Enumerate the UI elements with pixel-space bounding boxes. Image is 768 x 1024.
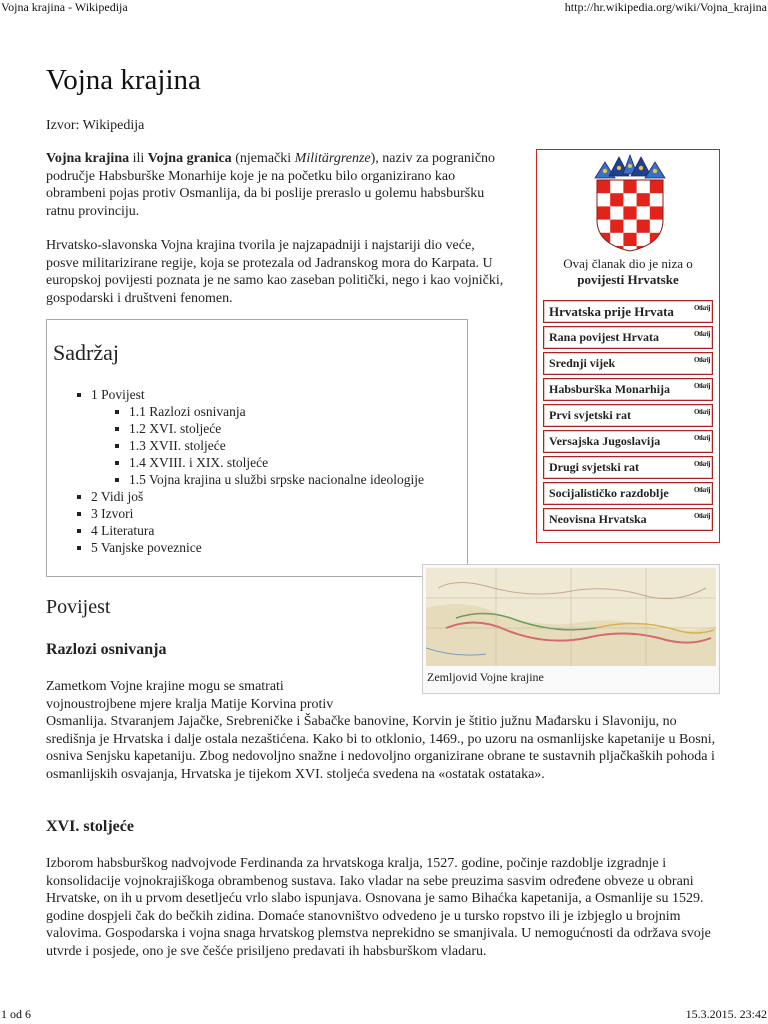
subsection-heading-razlozi: Razlozi osnivanja [46, 641, 167, 658]
toc-number: 1.5 [129, 472, 146, 487]
nav-item-label: Srednji vijek [549, 356, 616, 370]
toc-number: 1.4 [129, 455, 146, 470]
print-header-title: Vojna krajina - Wikipedija [1, 0, 128, 14]
croatian-coat-of-arms-icon [593, 154, 667, 252]
expand-toggle[interactable]: Otkrij [693, 304, 710, 312]
toc-number: 1 [91, 387, 98, 402]
page-counter: 1 od 6 [1, 1007, 31, 1021]
term-vojna-granica: Vojna granica [147, 151, 232, 166]
toc-label: Povijest [101, 387, 145, 402]
print-footer [0, 1007, 768, 1022]
expand-toggle[interactable]: Otkrij [693, 330, 710, 338]
razlozi-line: Zametkom Vojne krajine mogu se smatrati [46, 679, 284, 694]
infobox-series-link[interactable]: povijesti Hrvatske [577, 272, 679, 287]
expand-toggle[interactable]: Otkrij [693, 382, 710, 390]
toc-item[interactable] [47, 522, 424, 539]
toc-label: Vojna krajina u službi srpske nacionalne ideologije [149, 472, 424, 487]
nav-item-label: Drugi svjetski rat [549, 460, 639, 474]
toc-number: 5 [91, 540, 98, 555]
term-militargrenze[interactable]: Militärgrenze [294, 151, 371, 166]
military-frontier-map-image[interactable] [426, 568, 716, 666]
nav-item-drugi-svjetski-rat[interactable] [543, 456, 713, 479]
xvi-paragraph: Izborom habsburškog nadvojvode Ferdinanda za hrvatskoga kralja, 1527. godine, počinje razdoblje izgradnje i konsolidacije vojnokrajiškoga obrambenog sustava. Iako vladar na sebe preuzima sasvim određene obveze u obrani Hrvatske, on ih u prvom desetljeću vrlo slabo ispunjava. Osnovana je samo Bihaćka kapetanija, a Osmanlije su 1529. godine dospjeli čak do bečkih zidina. Domaće stanovništvo odvedeno je u tursko ropstvo ili je izbjeglo u brojnim valovima. Gospodarska i vojna snaga hrvatskog plemstva neprekidno se smanjivala. U nemogućnosti da održava svoje utvrde i posjede, ono je sve češće prisiljeno predavati ih habsburškom vladaru. [46, 856, 711, 959]
map-figure [422, 564, 720, 694]
intro-text: ), naziv za pogranično područje Habsburške Monarhije koje je na početku bilo organizirano kao obrambeni pojas protiv Osmanlija, da bi poslije preraslo u golemu habsburšku ratnu provinciju. [46, 151, 496, 219]
toc-label: Vidi još [100, 489, 144, 504]
print-timestamp: 15.3.2015. 23:42 [685, 1007, 767, 1021]
nav-item-label: Hrvatska prije Hrvata [549, 304, 674, 319]
toc-item[interactable] [47, 454, 424, 471]
toc-item[interactable] [47, 488, 424, 505]
toc-number: 3 [91, 506, 98, 521]
print-header [0, 0, 768, 15]
toc-item[interactable] [47, 386, 424, 403]
infobox-caption [537, 256, 719, 288]
toc-item[interactable] [47, 539, 424, 556]
toc-label: XVII. stoljeće [149, 438, 226, 453]
print-header-url: http://hr.wikipedia.org/wiki/Vojna_krajina [564, 0, 767, 14]
intro-text: (njemački [231, 151, 295, 166]
infobox-caption-line: Ovaj članak dio je niza o [563, 256, 693, 271]
expand-toggle[interactable]: Otkrij [693, 460, 710, 468]
toc-item[interactable] [47, 420, 424, 437]
nav-item-hrvatska-prije-hrvata[interactable] [543, 300, 713, 323]
toc-label: Izvori [101, 506, 134, 521]
nav-item-versajska-jugoslavija[interactable] [543, 430, 713, 453]
toc-item[interactable] [47, 403, 424, 420]
toc-number: 2 [91, 489, 98, 504]
nav-item-label: Prvi svjetski rat [549, 408, 631, 422]
page-title: Vojna krajina [46, 64, 201, 96]
nav-item-srednji-vijek[interactable] [543, 352, 713, 375]
intro-paragraph-2: Hrvatsko-slavonska Vojna krajina tvorila je najzapadniji i najstariji dio veće, posve militarizirane regije, koja se protezala od Jadranskog mora do Karpata. U europskoj povijesti poznata je ne samo kao zaseban politički, nego i kao vojnički, gospodarski i društveni fenomen. [46, 238, 504, 306]
nav-item-label: Habsburška Monarhija [549, 382, 671, 396]
expand-toggle[interactable]: Otkrij [693, 486, 710, 494]
toc-label: Literatura [101, 523, 155, 538]
nav-item-prvi-svjetski-rat[interactable] [543, 404, 713, 427]
expand-toggle[interactable]: Otkrij [693, 356, 710, 364]
xvi-section [46, 855, 726, 960]
subsection-heading-xvi: XVI. stoljeće [46, 818, 134, 835]
intro-text: ili [129, 151, 148, 166]
nav-item-habsburska-monarhija[interactable] [543, 378, 713, 401]
term-vojna-krajina: Vojna krajina [46, 151, 130, 166]
toc-item[interactable] [47, 437, 424, 454]
infobox-nav-list [543, 300, 713, 534]
expand-toggle[interactable]: Otkrij [693, 408, 710, 416]
nav-item-label: Versajska Jugoslavija [549, 434, 661, 448]
razlozi-line: vojnoustrojbene mjere kralja Matije Korvina protiv [46, 696, 334, 712]
razlozi-paragraph: Osmanlija. Stvaranjem Jajačke, Srebreničke i Šabačke banovine, Korvin je štitio južnu Mađarsku i Slavoniju, no središnja je Hrvatska i dalje ostala nezaštićena. Kako bi to otklonio, 1469., po uzoru na osmanlijske kapetanije u Bosni, osniva Senjsku kapetaniju. Zbog nedovoljno snažne i nedovoljno organizirane obrane te sustavnih pljačkaških pohoda i osmanlijskih osvajanja, Hrvatska je tijekom XVI. stoljeća svedena na «ostatak ostataka». [46, 714, 716, 782]
toc-number: 4 [91, 523, 98, 538]
toc-label: XVI. stoljeće [149, 421, 222, 436]
nav-item-rana-povijest[interactable] [543, 326, 713, 349]
toc-label: XVIII. i XIX. stoljeće [149, 455, 269, 470]
map-caption: Zemljovid Vojne krajine [427, 670, 544, 684]
toc-item[interactable] [47, 505, 424, 522]
history-infobox [536, 149, 720, 543]
toc-item[interactable] [47, 471, 424, 488]
nav-item-socijalisticko-razdoblje[interactable] [543, 482, 713, 505]
toc-number: 1.3 [129, 438, 146, 453]
nav-item-label: Neovisna Hrvatska [549, 512, 647, 526]
toc-list [47, 386, 424, 556]
nav-item-neovisna-hrvatska[interactable] [543, 508, 713, 531]
toc-title: Sadržaj [53, 340, 119, 365]
table-of-contents [46, 319, 468, 577]
intro-section [46, 150, 506, 307]
section-heading-povijest: Povijest [46, 596, 111, 618]
source-line: Izvor: Wikipedija [46, 118, 145, 133]
intro-paragraph-1 [46, 150, 506, 220]
toc-number: 1.1 [129, 404, 146, 419]
nav-item-label: Socijalističko razdoblje [549, 486, 669, 500]
expand-toggle[interactable]: Otkrij [693, 512, 710, 520]
toc-label: Vanjske poveznice [100, 540, 202, 555]
razlozi-section [46, 678, 726, 783]
toc-number: 1.2 [129, 421, 146, 436]
expand-toggle[interactable]: Otkrij [693, 434, 710, 442]
toc-label: Razlozi osnivanja [149, 404, 246, 419]
nav-item-label: Rana povijest Hrvata [549, 330, 659, 344]
